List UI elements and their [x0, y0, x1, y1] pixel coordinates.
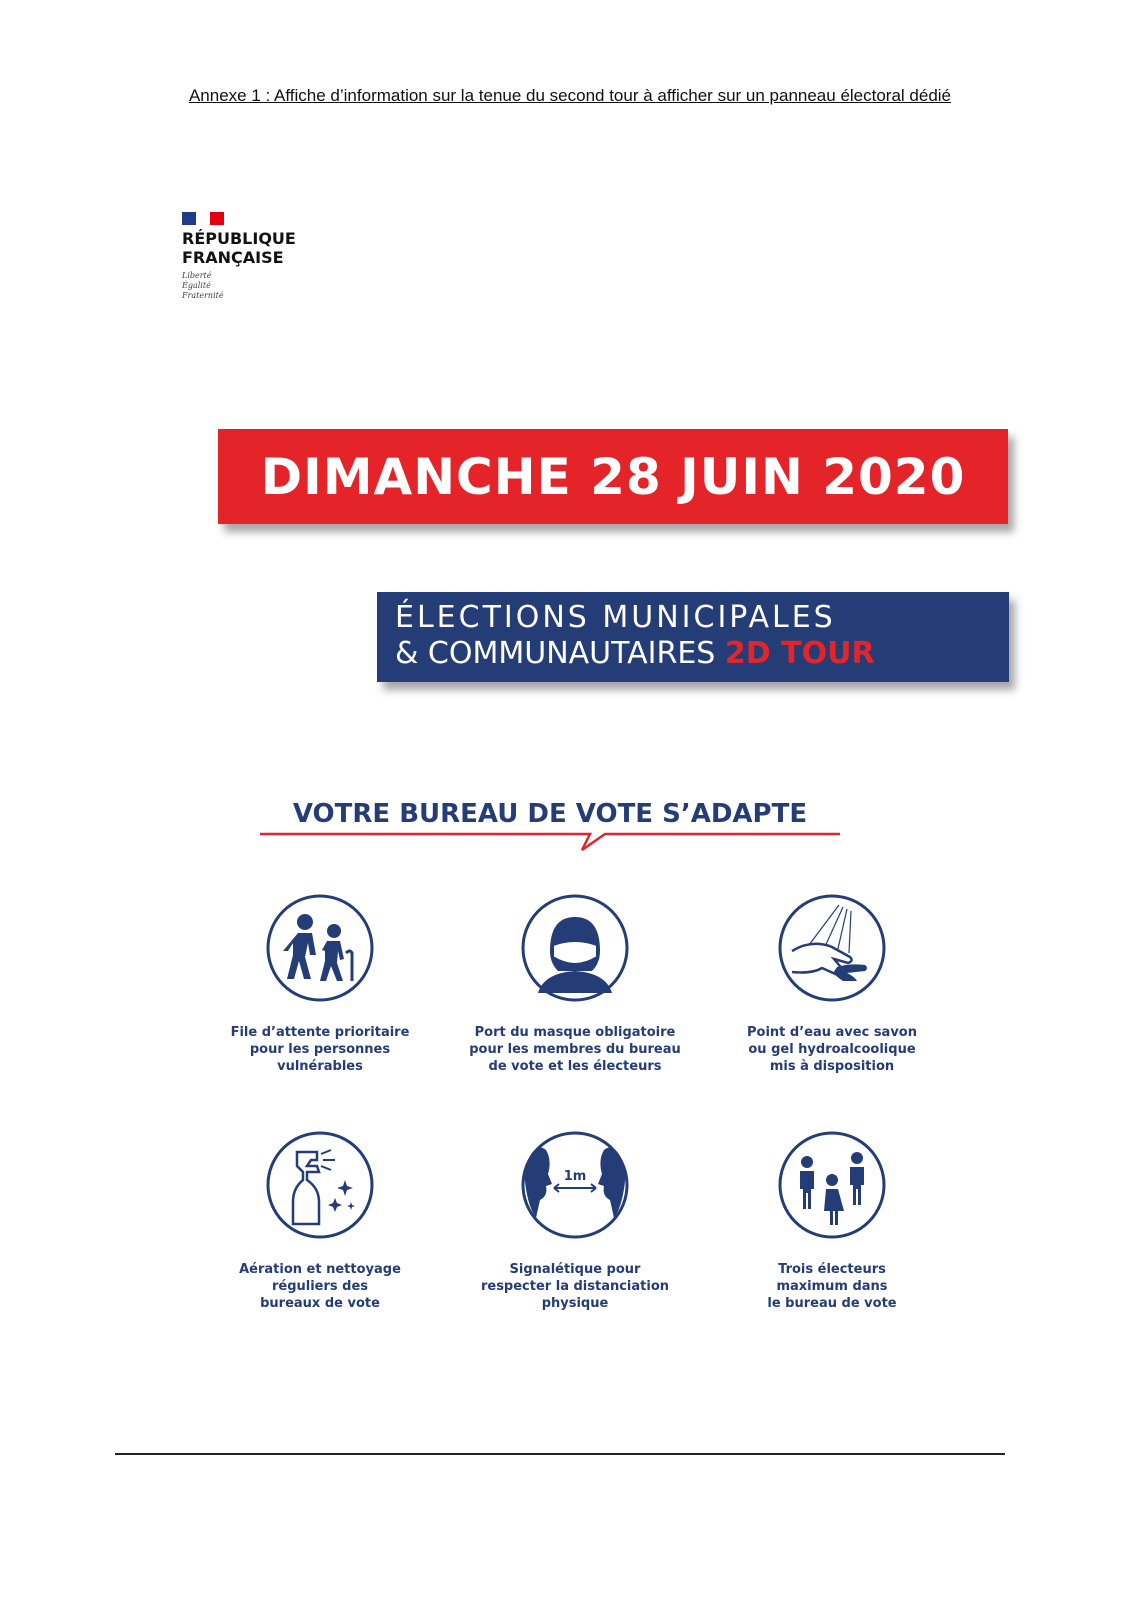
motto-liberte: Liberté — [182, 271, 212, 280]
hand-washing-icon — [777, 893, 887, 1003]
spray-cleaning-icon — [265, 1130, 375, 1240]
elections-line-1: ÉLECTIONS MUNICIPALES — [395, 600, 836, 635]
measure-caption-1: File d’attente prioritaire pour les personnes vulnérables — [230, 1025, 410, 1074]
measure-hand-wash — [712, 893, 952, 1075]
measure-caption-3: Point d’eau avec savon ou gel hydroalcoolique mis à disposition — [747, 1025, 917, 1074]
measure-cleaning — [200, 1130, 440, 1312]
footer-rule — [115, 1453, 1005, 1455]
section-title: VOTRE BUREAU DE VOTE S’ADAPTE — [292, 799, 808, 829]
motto-egalite: Égalité — [182, 281, 211, 290]
measure-caption-6: Trois électeurs maximum dans le bureau de vote — [767, 1262, 897, 1311]
motto-fraternite: Fraternité — [182, 291, 224, 300]
measure-three-voters — [712, 1130, 952, 1312]
measure-mask — [455, 893, 695, 1075]
face-mask-icon — [520, 893, 630, 1003]
logo-line-2: FRANÇAISE — [182, 248, 284, 267]
measure-priority-queue — [200, 893, 440, 1075]
distance-label: 1m — [563, 1169, 587, 1184]
three-voters-icon — [777, 1130, 887, 1240]
measure-distancing — [455, 1130, 695, 1312]
annex-heading: Annexe 1 : Affiche d’information sur la tenue du second tour à afficher sur un panneau électoral dédié — [188, 86, 952, 105]
tour-label: 2D TOUR — [724, 636, 875, 671]
distance-1m-icon — [520, 1130, 630, 1240]
date-banner: DIMANCHE 28 JUIN 2020 — [218, 429, 1008, 524]
measure-caption-4: Aération et nettoyage réguliers des bureaux de vote — [239, 1262, 401, 1311]
logo-line-1: RÉPUBLIQUE — [182, 229, 296, 248]
measure-caption-2: Port du masque obligatoire pour les membres du bureau de vote et les électeurs — [469, 1025, 681, 1074]
measure-caption-5: Signalétique pour respecter la distanciation physique — [480, 1262, 670, 1311]
elections-line-2: & COMMUNAUTAIRES — [395, 636, 716, 671]
people-queue-icon — [265, 893, 375, 1003]
